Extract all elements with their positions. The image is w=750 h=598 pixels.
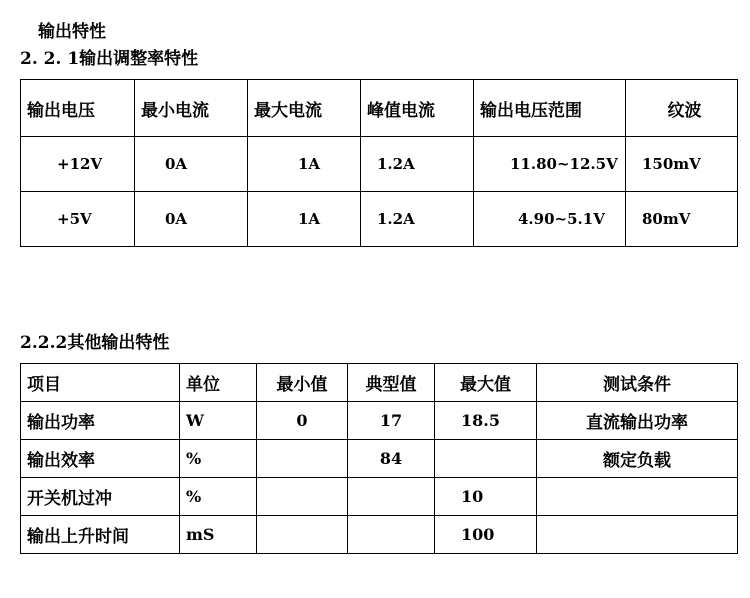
table-cell: 输出效率 bbox=[21, 440, 180, 478]
table-cell: 输出上升时间 bbox=[21, 516, 180, 554]
table-cell bbox=[537, 478, 738, 516]
other-output-table bbox=[20, 363, 738, 554]
table-cell: 1A bbox=[248, 192, 361, 247]
table-cell: 100 bbox=[435, 516, 537, 554]
table-cell: +5V bbox=[21, 192, 135, 247]
table-cell: mS bbox=[180, 516, 257, 554]
doc-title: 输出特性 bbox=[38, 22, 106, 42]
table-cell: W bbox=[180, 402, 257, 440]
table-cell bbox=[257, 478, 348, 516]
table-cell: 18.5 bbox=[435, 402, 537, 440]
table-cell: 0 bbox=[257, 402, 348, 440]
section1-heading: 2. 2. 1输出调整率特性 bbox=[20, 49, 199, 69]
table-row bbox=[21, 137, 738, 192]
table-cell: 84 bbox=[348, 440, 435, 478]
header-cell: 项目 bbox=[21, 364, 180, 402]
header-cell: 最小值 bbox=[257, 364, 348, 402]
table-header-row bbox=[21, 80, 738, 137]
header-cell: 典型值 bbox=[348, 364, 435, 402]
header-cell: 输出电压范围 bbox=[474, 80, 626, 137]
table-cell: 1.2A bbox=[361, 137, 474, 192]
table-row bbox=[21, 192, 738, 247]
table-cell bbox=[257, 516, 348, 554]
table-cell: 1A bbox=[248, 137, 361, 192]
table-cell bbox=[257, 440, 348, 478]
table-row bbox=[21, 440, 738, 478]
output-regulation-table bbox=[20, 79, 738, 247]
table-cell: 4.90~5.1V bbox=[474, 192, 626, 247]
table-cell: 17 bbox=[348, 402, 435, 440]
table-cell: % bbox=[180, 440, 257, 478]
table-cell: +12V bbox=[21, 137, 135, 192]
table-cell bbox=[348, 516, 435, 554]
table-cell bbox=[537, 516, 738, 554]
header-cell: 最大值 bbox=[435, 364, 537, 402]
table-cell: 0A bbox=[135, 137, 248, 192]
table-cell bbox=[348, 478, 435, 516]
table-cell bbox=[435, 440, 537, 478]
table-cell: 80mV bbox=[626, 192, 738, 247]
table-header-row bbox=[21, 364, 738, 402]
table-cell: 直流输出功率 bbox=[537, 402, 738, 440]
header-cell: 最小电流 bbox=[135, 80, 248, 137]
table-cell: 开关机过冲 bbox=[21, 478, 180, 516]
table-cell: 150mV bbox=[626, 137, 738, 192]
header-cell: 测试条件 bbox=[537, 364, 738, 402]
header-cell: 峰值电流 bbox=[361, 80, 474, 137]
header-cell: 纹波 bbox=[626, 80, 738, 137]
table-row bbox=[21, 402, 738, 440]
table-cell: 11.80~12.5V bbox=[474, 137, 626, 192]
table-cell: 0A bbox=[135, 192, 248, 247]
section2-heading: 2.2.2其他输出特性 bbox=[20, 333, 170, 353]
table-cell: 10 bbox=[435, 478, 537, 516]
table-cell: % bbox=[180, 478, 257, 516]
header-cell: 输出电压 bbox=[21, 80, 135, 137]
header-cell: 最大电流 bbox=[248, 80, 361, 137]
table-row bbox=[21, 478, 738, 516]
table-cell: 1.2A bbox=[361, 192, 474, 247]
table-cell: 额定负载 bbox=[537, 440, 738, 478]
table-row bbox=[21, 516, 738, 554]
header-cell: 单位 bbox=[180, 364, 257, 402]
table-cell: 输出功率 bbox=[21, 402, 180, 440]
